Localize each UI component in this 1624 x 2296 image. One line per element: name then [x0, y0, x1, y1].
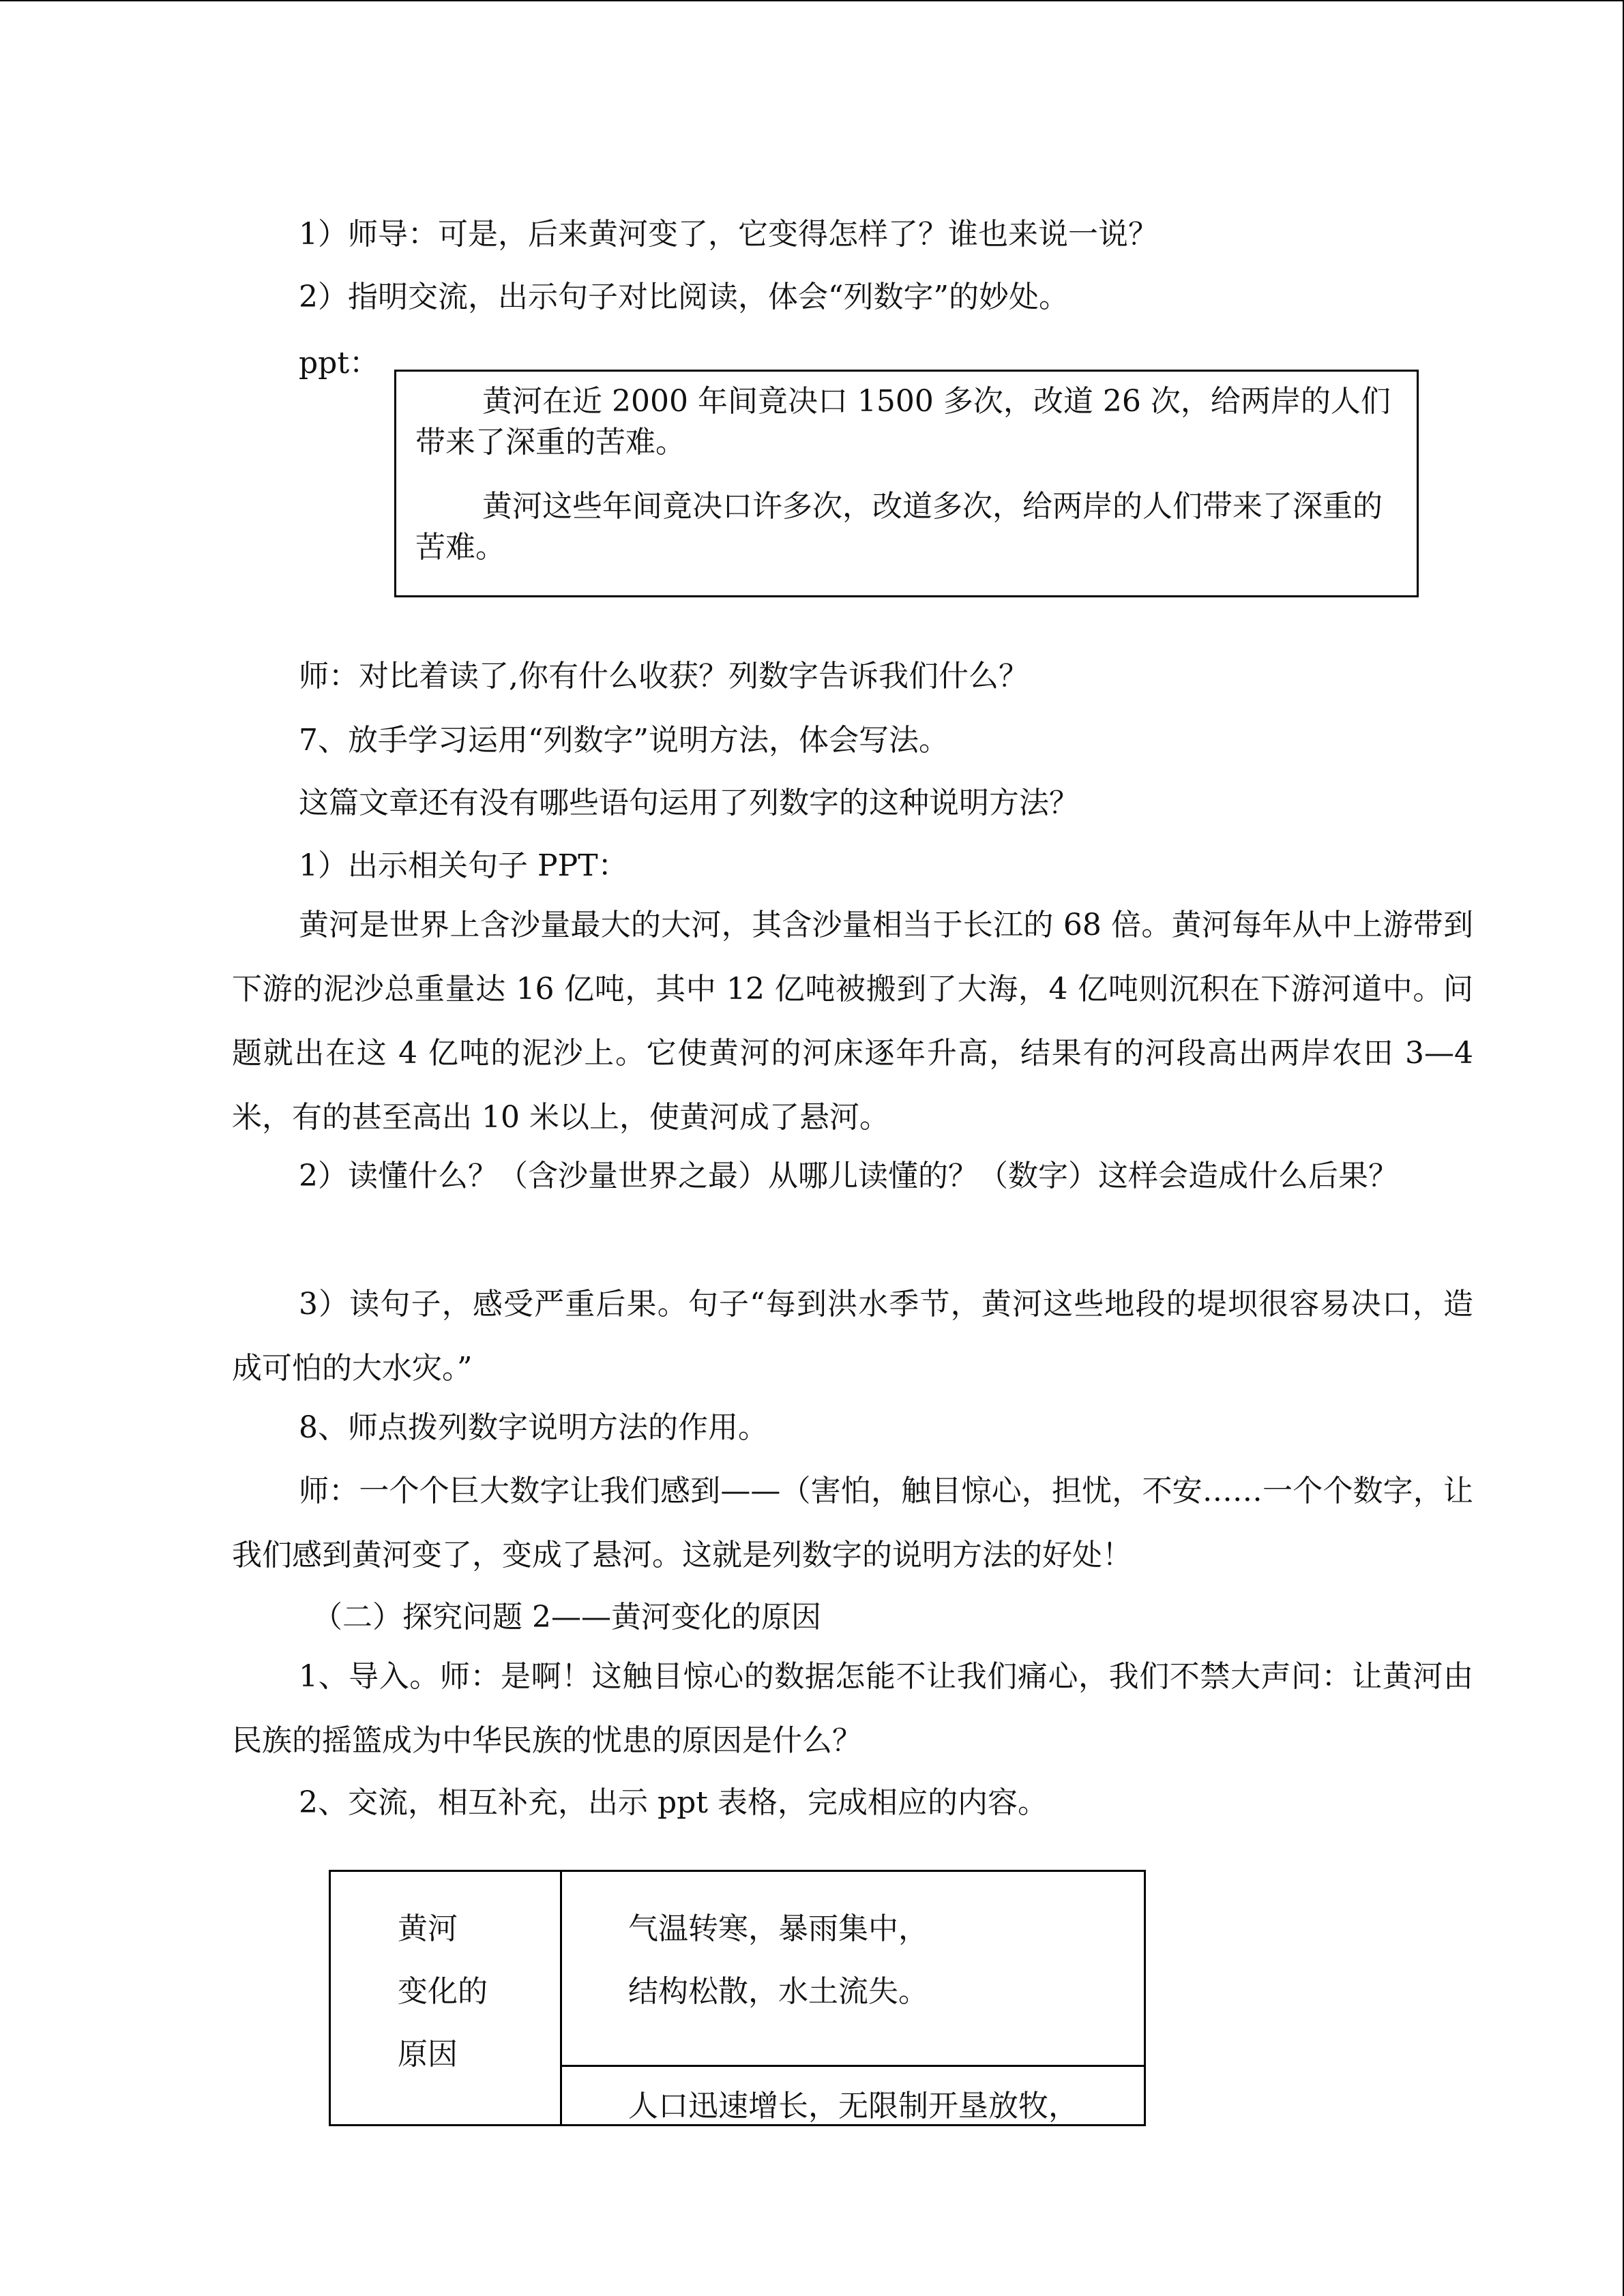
- paragraph-understand: 2）读懂什么？（含沙量世界之最）从哪儿读懂的？（数字）这样会造成什么后果？: [299, 1159, 1398, 1193]
- line-step-7: 7、放手学习运用“列数字”说明方法，体会写法。: [299, 723, 949, 758]
- page-top-border: [0, 0, 1624, 1]
- ppt-label: ppt：: [299, 346, 380, 381]
- paragraph-consequence: 3）读句子，感受严重后果。句子“每到洪水季节，黄河这些地段的堤坝很容易决口，造成可怕的大水灾。”: [232, 1287, 1473, 1386]
- line-step-8: 8、师点拨列数字说明方法的作用。: [299, 1410, 768, 1445]
- table-cell-soil: 结构松散，水土流失。: [628, 1974, 928, 2009]
- table-header-line-2: 变化的: [398, 1974, 488, 2009]
- line-show-ppt: 1）出示相关句子 PPT：: [299, 848, 628, 883]
- table-cell-climate: 气温转寒，暴雨集中，: [628, 1911, 928, 1946]
- paragraph-sediment: 黄河是世界上含沙量最大的大河，其含沙量相当于长江的 68 倍。黄河每年从中上游带到下游的泥沙总重量达 16 亿吨，其中 12 亿吨被搬到了大海，4 亿吨则沉积在下游河道中。问题就出在这 4 亿吨的泥沙上。它使黄河的河床逐年升高，结果有的河段高出两岸农田 3—4 米，有的甚至高出 10 米以上，使黄河成了悬河。: [232, 908, 1473, 1135]
- table-header-line-1: 黄河: [398, 1911, 458, 1946]
- ppt-sentence-vague: 黄河这些年间竟决口许多次，改道多次，给两岸的人们带来了深重的苦难。: [415, 489, 1383, 565]
- ppt-sentence-numbers: 黄河在近 2000 年间竟决口 1500 多次，改道 26 次，给两岸的人们带来了深重的苦难。: [415, 384, 1391, 460]
- table-divider-horizontal: [560, 2065, 1144, 2067]
- paragraph-teacher-numbers: 师：一个个巨大数字让我们感到——（害怕，触目惊心，担忧，不安……一个个数字，让我们感到黄河变了，变成了悬河。这就是列数字的说明方法的好处！: [232, 1474, 1473, 1572]
- line-teacher-guide: 1）师导：可是，后来黄河变了，它变得怎样了？谁也来说一说？: [299, 217, 1158, 252]
- line-teacher-question: 师：对比着读了,你有什么收获？列数字告诉我们什么？: [299, 659, 1029, 694]
- paragraph-introduction: 1、导入。师：是啊！这触目惊心的数据怎能不让我们痛心，我们不禁大声问：让黄河由民族的摇篮成为中华民族的忧患的原因是什么？: [232, 1659, 1473, 1758]
- reasons-table: [329, 1870, 1146, 2126]
- table-divider-vertical: [560, 1872, 562, 2126]
- table-header-line-3: 原因: [398, 2037, 458, 2072]
- line-exchange: 2、交流，相互补充，出示 ppt 表格，完成相应的内容。: [299, 1785, 1048, 1820]
- line-other-sentences: 这篇文章还有没有哪些语句运用了列数字的这种说明方法？: [299, 786, 1079, 820]
- section-heading-2: （二）探究问题 2——黄河变化的原因: [312, 1600, 821, 1635]
- ppt-compare-box: [394, 370, 1419, 597]
- line-compare-reading: 2）指明交流，出示句子对比阅读，体会“列数字”的妙处。: [299, 280, 1069, 314]
- table-cell-population: 人口迅速增长，无限制开垦放牧，: [628, 2089, 1078, 2123]
